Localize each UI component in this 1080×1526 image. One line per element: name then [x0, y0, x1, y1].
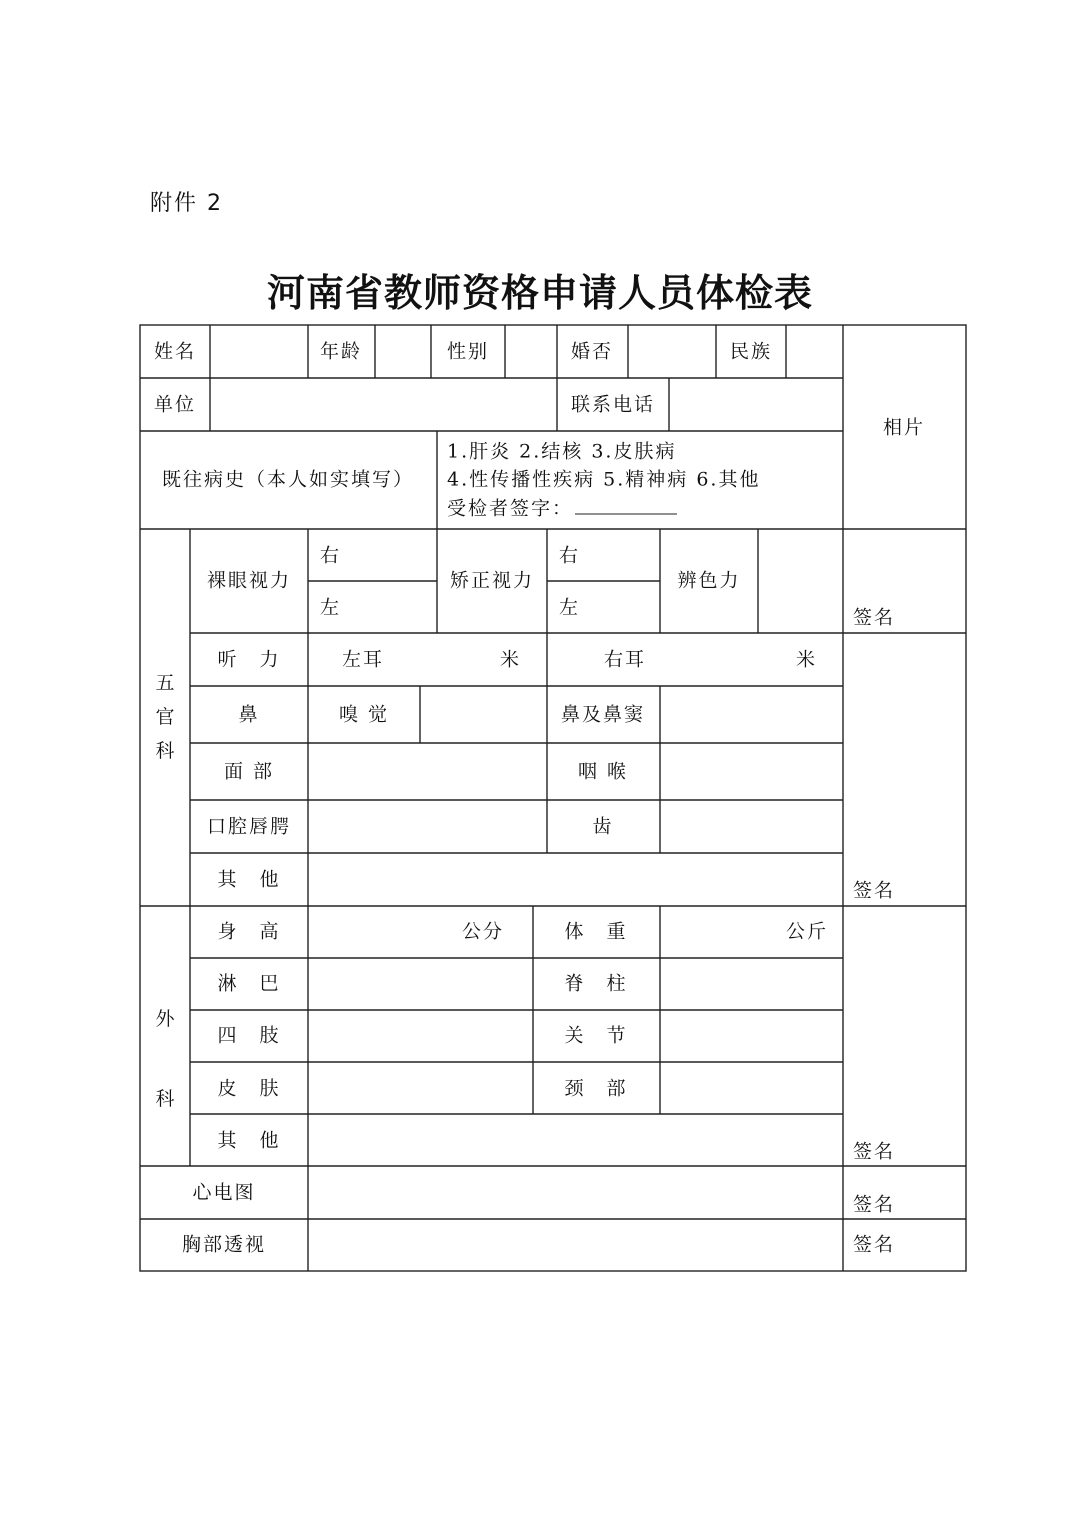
teeth-label: 齿	[592, 815, 614, 838]
chest-sign-label: 签名	[853, 1233, 896, 1256]
nose-label: 鼻	[238, 703, 260, 726]
corrected-right-label: 右	[559, 544, 581, 567]
left-ear-label: 左耳	[342, 648, 385, 671]
weight-unit: 公斤	[786, 920, 829, 943]
surgery-section-label: 外 科	[155, 1008, 175, 1110]
history-signature	[447, 497, 677, 520]
naked-left-label: 左	[320, 596, 342, 619]
throat-label: 咽 喉	[577, 760, 629, 783]
unit-label: 单位	[153, 393, 197, 416]
history-sign-label: 受检者签字：	[447, 497, 574, 520]
joints-label: 关 节	[564, 1024, 628, 1047]
age-label: 年龄	[319, 340, 363, 363]
facial-section-label: 五 官 科	[155, 672, 175, 762]
ethnicity-label: 民族	[729, 340, 773, 363]
surgery-sign-label: 签名	[853, 1140, 896, 1163]
marital-label: 婚否	[570, 340, 614, 363]
left-ear-unit: 米	[500, 648, 522, 671]
facial-other-label: 其 他	[217, 868, 281, 891]
height-label: 身 高	[217, 920, 281, 943]
gender-label: 性别	[446, 340, 490, 363]
history-line-2: 4.性传播性疾病 5.精神病 6.其他	[447, 468, 761, 491]
height-unit: 公分	[462, 920, 505, 943]
naked-vision-label: 裸眼视力	[206, 569, 292, 592]
color-vision-label: 辨色力	[677, 569, 741, 592]
photo-label: 相片	[882, 416, 926, 439]
weight-label: 体 重	[564, 920, 628, 943]
corrected-vision-label: 矫正视力	[449, 569, 535, 592]
right-ear-unit: 米	[796, 648, 818, 671]
smell-label: 嗅 觉	[338, 703, 390, 726]
limbs-label: 四 肢	[217, 1024, 281, 1047]
history-label: 既往病史（本人如实填写）	[161, 468, 415, 491]
signature-line	[575, 500, 677, 515]
vision-sign-label: 签名	[853, 606, 896, 629]
skin-label: 皮 肤	[217, 1077, 281, 1100]
corrected-left-label: 左	[559, 596, 581, 619]
spine-label: 脊 柱	[564, 972, 628, 995]
ecg-label: 心电图	[192, 1181, 256, 1204]
attachment-label: 附件 2	[150, 191, 223, 216]
ecg-sign-label: 签名	[853, 1193, 896, 1216]
naked-right-label: 右	[320, 544, 342, 567]
mouth-label: 口腔唇腭	[206, 815, 292, 838]
surgery-other-label: 其 他	[217, 1129, 281, 1152]
hearing-label: 听 力	[217, 648, 281, 671]
lymph-label: 淋 巴	[217, 972, 281, 995]
page-title: 河南省教师资格申请人员体检表	[266, 271, 813, 315]
name-label: 姓名	[153, 340, 197, 363]
history-line-1: 1.肝炎 2.结核 3.皮肤病	[447, 440, 677, 463]
neck-label: 颈 部	[564, 1077, 628, 1100]
facial-sign-label: 签名	[853, 879, 896, 902]
face-label: 面 部	[223, 760, 275, 783]
right-ear-label: 右耳	[604, 648, 647, 671]
nose-sinus-label: 鼻及鼻窦	[560, 703, 646, 726]
phone-label: 联系电话	[570, 393, 656, 416]
chest-label: 胸部透视	[181, 1233, 267, 1256]
